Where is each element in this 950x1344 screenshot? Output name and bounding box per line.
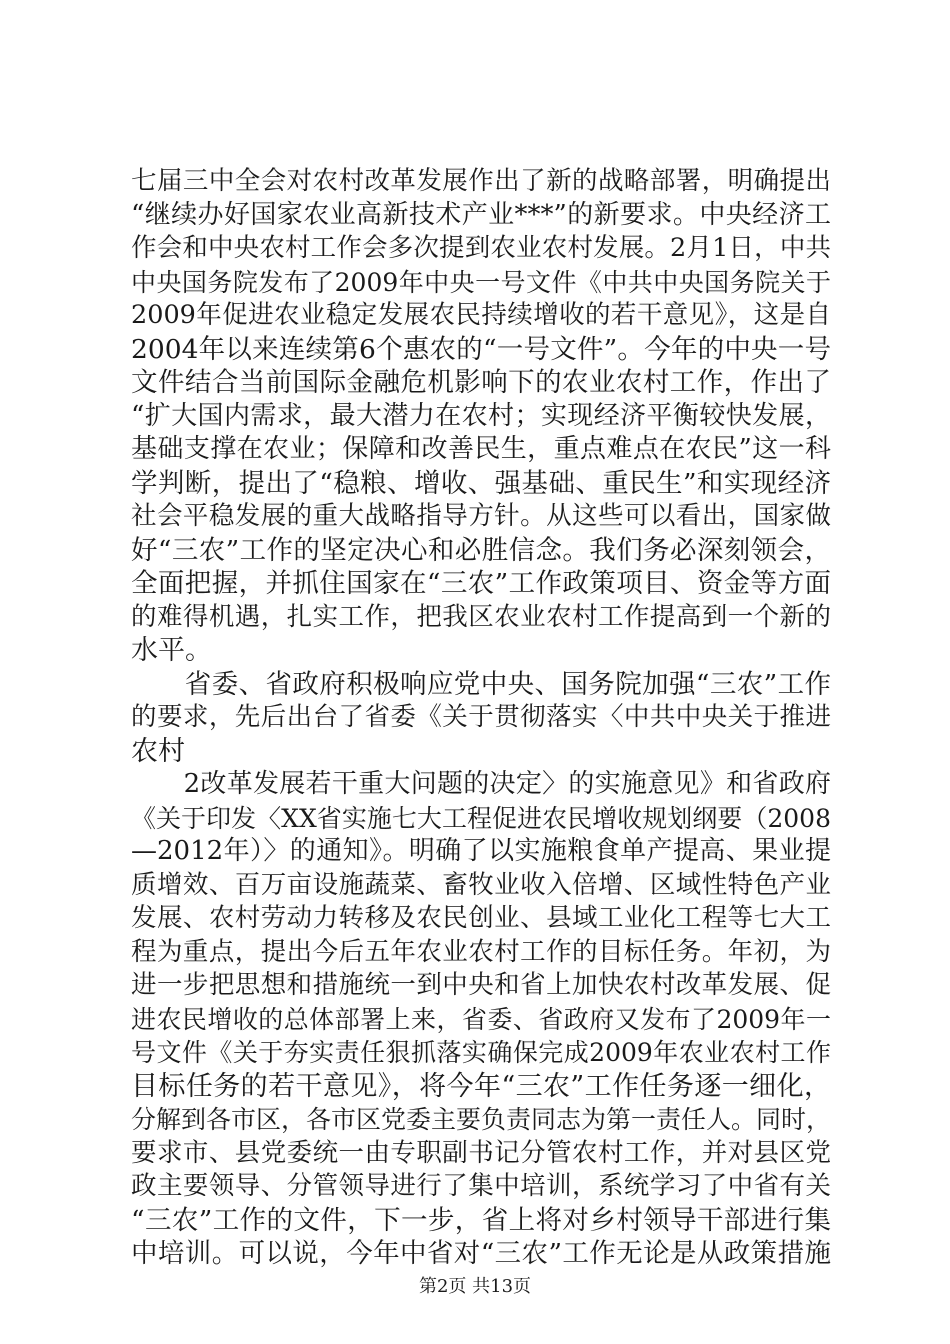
text-line: 质增效、百万亩设施蔬菜、畜牧业收入倍增、区域性特色产业	[131, 869, 831, 900]
text-line: “扩大国内需求，最大潜力在农村；实现经济平衡较快发展，	[131, 400, 831, 431]
text-line: 社会平稳发展的重大战略指导方针。从这些可以看出，国家做	[131, 501, 831, 531]
text-line: 农村	[131, 735, 185, 767]
text-line: “继续办好国家农业高新技术产业***”的新要求。中央经济工	[131, 199, 831, 230]
text-line: 水平。	[131, 635, 212, 666]
text-line: 发展、农村劳动力转移及农民创业、县域工业化工程等七大工	[131, 903, 831, 933]
text-line: 学判断，提出了“稳粮、增收、强基础、重民生”和实现经济	[131, 467, 831, 499]
text-line: 2004年以来连续第6个惠农的“一号文件”。今年的中央一号	[131, 333, 831, 365]
text-line: 全面把握，并抓住国家在“三农”工作政策项目、资金等方面	[131, 568, 831, 599]
text-line: 2009年促进农业稳定发展农民持续增收的若干意见》，这是自	[131, 300, 831, 330]
text-line: 七届三中全会对农村改革发展作出了新的战略部署，明确提出	[131, 166, 831, 196]
text-line: “三农”工作的文件，下一步，省上将对乡村领导干部进行集	[131, 1204, 831, 1236]
text-line: 政主要领导、分管领导进行了集中培训，系统学习了中省有关	[131, 1171, 831, 1201]
text-line: 分解到各市区，各市区党委主要负责同志为第一责任人。同时，	[131, 1105, 832, 1134]
text-line: 好“三农”工作的坚定决心和必胜信念。我们务必深刻领会，	[131, 534, 831, 566]
text-line: 进一步把思想和措施统一到中央和省上加快农村改革发展、促	[131, 970, 831, 1000]
text-line: 进农民增收的总体部署上来，省委、省政府又发布了2009年一	[131, 1004, 831, 1034]
text-line: 中央国务院发布了2009年中央一号文件《中共中央国务院关于	[131, 267, 831, 297]
text-line: 程为重点，提出今后五年农业农村工作的目标任务。年初，为	[131, 936, 831, 967]
text-line: 文件结合当前国际金融危机影响下的农业农村工作，作出了	[131, 367, 831, 398]
page-footer: 第2页 共13页	[418, 1276, 532, 1297]
body-text	[131, 165, 831, 1271]
text-line: 号文件《关于夯实责任狠抓落实确保完成2009年农业农村工作	[131, 1038, 831, 1067]
text-line: 基础支撑在农业；保障和改善民生，重点难点在农民”这一科	[131, 434, 831, 464]
text-line: 中培训。可以说，今年中省对“三农”工作无论是从政策措施	[131, 1238, 831, 1269]
text-line: 2改革发展若干重大问题的决定〉的实施意见》和省政府	[131, 769, 831, 799]
text-line: —2012年）〉的通知》。明确了以实施粮食单产提高、果业提	[131, 836, 831, 866]
text-line: 省委、省政府积极响应党中央、国务院加强“三农”工作	[131, 668, 831, 700]
text-line: 《关于印发〈XX省实施七大工程促进农民增收规划纲要（2008	[131, 803, 831, 833]
text-line: 目标任务的若干意见》，将今年“三农”工作任务逐一细化，	[131, 1070, 831, 1102]
text-line: 的要求，先后出台了省委《关于贯彻落实〈中共中央关于推进	[131, 702, 831, 732]
text-line: 要求市、县党委统一由专职副书记分管农村工作，并对县区党	[131, 1137, 831, 1168]
text-line: 作会和中央农村工作会多次提到农业农村发展。2月1日，中共	[131, 233, 831, 263]
text-line: 的难得机遇，扎实工作，把我区农业农村工作提高到一个新的	[131, 601, 831, 632]
